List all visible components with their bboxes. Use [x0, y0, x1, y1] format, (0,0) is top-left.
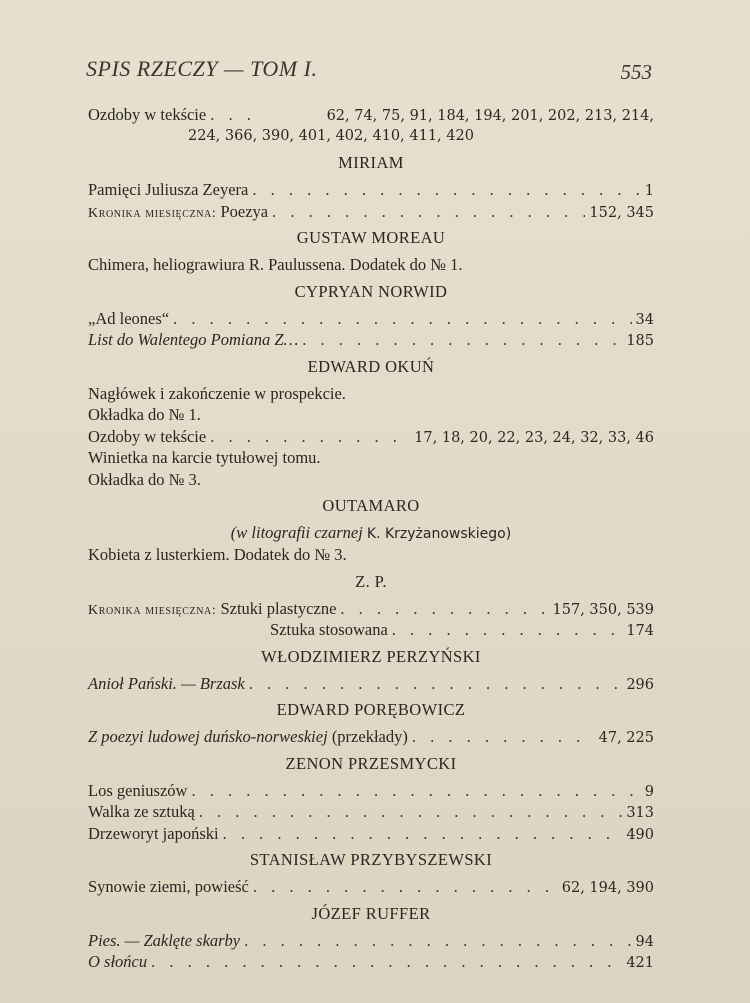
entry-title: „Ad leones“: [88, 308, 170, 328]
entry-pages: 34: [635, 311, 654, 328]
toc-entry: Okładka do № 3.: [88, 469, 201, 489]
toc-entry: [88, 801, 654, 823]
toc-entry: [88, 179, 654, 201]
note-italic: (w litografii czarnej: [230, 523, 363, 542]
entry-title: Synowie ziemi, powieść: [88, 877, 249, 896]
toc-entry: [88, 619, 654, 641]
leader-dots: [253, 876, 558, 898]
leader-dots: [244, 930, 631, 952]
leader-dots: [173, 308, 631, 330]
toc-entry: [88, 930, 654, 952]
author-heading: EDWARD OKUŃ: [307, 356, 435, 376]
entry-pages: 1: [644, 183, 654, 199]
leader-dots: [151, 951, 622, 973]
page-header: [86, 52, 652, 92]
entry-title: Sztuka stosowana: [270, 620, 388, 639]
entry-title: Drzeworyt japoński: [88, 823, 219, 843]
toc-entry: [88, 726, 654, 748]
author-heading: ZENON PRZESMYCKI: [285, 753, 457, 773]
author-heading: MIRIAM: [338, 153, 404, 172]
toc-entry: Chimera, heliograwiura R. Paulussena. Dodatek do № 1.: [88, 255, 463, 274]
entry-pages: 157, 350, 539: [552, 601, 654, 618]
entry-title: Pies. — Zaklęte skarby: [88, 930, 241, 950]
entry-title: Los geniuszów: [88, 780, 188, 800]
author-heading: STANISŁAW PRZYBYSZEWSKI: [249, 850, 493, 869]
toc-entry: [88, 201, 654, 223]
author-heading: CYPRYAN NORWID: [294, 281, 448, 301]
author-heading: JÓZEF RUFFER: [311, 903, 431, 923]
entry-pages: 152, 345: [589, 204, 654, 221]
author-heading: WŁODZIMIERZ PERZYŃSKI: [261, 646, 481, 666]
toc-entry: [88, 598, 654, 620]
entry-pages: 9: [644, 783, 654, 800]
entry-title-suffix: (przekłady): [331, 727, 408, 746]
entry-title: Walka ze sztuką: [88, 802, 195, 821]
entry-title: Z poezyi ludowej duńsko-norweskiej: [88, 727, 328, 746]
entry-title: Ozdoby w tekście: [88, 105, 207, 124]
leader-dots: [210, 426, 410, 448]
entry-pages-continued: 224, 366, 390, 401, 402, 410, 411, 420: [188, 127, 474, 144]
page-number: 553: [620, 60, 652, 84]
toc-entry: [88, 308, 654, 330]
author-heading: Z. P.: [355, 571, 387, 591]
entry-pages: 62, 74, 75, 91, 184, 194, 201, 202, 213, 214,: [326, 108, 654, 124]
leader-dots: [199, 801, 623, 823]
entry-pages: 421: [626, 955, 654, 971]
entry-pages: 47, 225: [598, 730, 654, 746]
author-heading: EDWARD PORĘBOWICZ: [276, 700, 466, 719]
leader-dots: [340, 598, 548, 620]
entry-pages: 296: [626, 676, 654, 693]
leader-dots: [210, 104, 250, 126]
entry-title: Sztuki plastyczne: [220, 598, 337, 618]
author-heading: OUTAMARO: [322, 496, 420, 515]
entry-title: Pamięci Juliusza Zeyera: [88, 180, 249, 199]
entry-title: Anioł Pański. — Brzask: [88, 673, 245, 693]
entry-pages: 313: [626, 805, 654, 821]
toc-entry: Nagłówek i zakończenie w prospekcie.: [88, 383, 346, 403]
author-note: [88, 522, 654, 544]
entry-pages: 94: [635, 933, 654, 950]
entry-title: Poezya: [220, 201, 269, 221]
entry-pages: 62, 194, 390: [561, 880, 654, 896]
leader-dots: [252, 179, 640, 201]
leader-dots: [223, 823, 623, 845]
leader-dots: [412, 726, 595, 748]
entry-title: List do Walentego Pomiana Z…: [88, 330, 299, 349]
leader-dots: [302, 329, 622, 351]
toc-entry: [88, 823, 654, 845]
toc-entry: Kobieta z lusterkiem. Dodatek do № 3.: [88, 545, 347, 564]
toc-entry: [88, 951, 654, 973]
toc-entry: [88, 673, 654, 695]
toc-entry: [88, 426, 654, 448]
leader-dots: [392, 619, 623, 641]
entry-title: Ozdoby w tekście: [88, 426, 207, 446]
running-title: SPIS RZECZY — TOM I.: [86, 56, 318, 81]
toc-entry: Winietka na karcie tytułowej tomu.: [88, 448, 321, 467]
section-prefix: Kronika miesięczna:: [88, 205, 217, 221]
toc-entry: [88, 876, 654, 898]
toc-entry: [88, 329, 654, 351]
entry-title: O słońcu: [88, 952, 148, 971]
toc-entry: Okładka do № 1.: [88, 405, 201, 424]
toc-entry: [88, 780, 654, 802]
author-heading: GUSTAW MOREAU: [296, 228, 446, 247]
entry-pages: 17, 18, 20, 22, 23, 24, 32, 33, 46: [414, 429, 654, 446]
entry-pages: 174: [626, 623, 654, 639]
note-name: K. Krzyżanowskiego): [366, 526, 512, 542]
entry-pages: 185: [626, 333, 654, 349]
table-of-contents: [88, 104, 654, 973]
toc-entry-ozdoby: [88, 104, 654, 126]
leader-dots: [272, 201, 585, 223]
leader-dots: [191, 780, 640, 802]
leader-dots: [249, 673, 623, 695]
section-prefix: Kronika miesięczna:: [88, 602, 217, 618]
entry-pages: 490: [626, 826, 654, 843]
